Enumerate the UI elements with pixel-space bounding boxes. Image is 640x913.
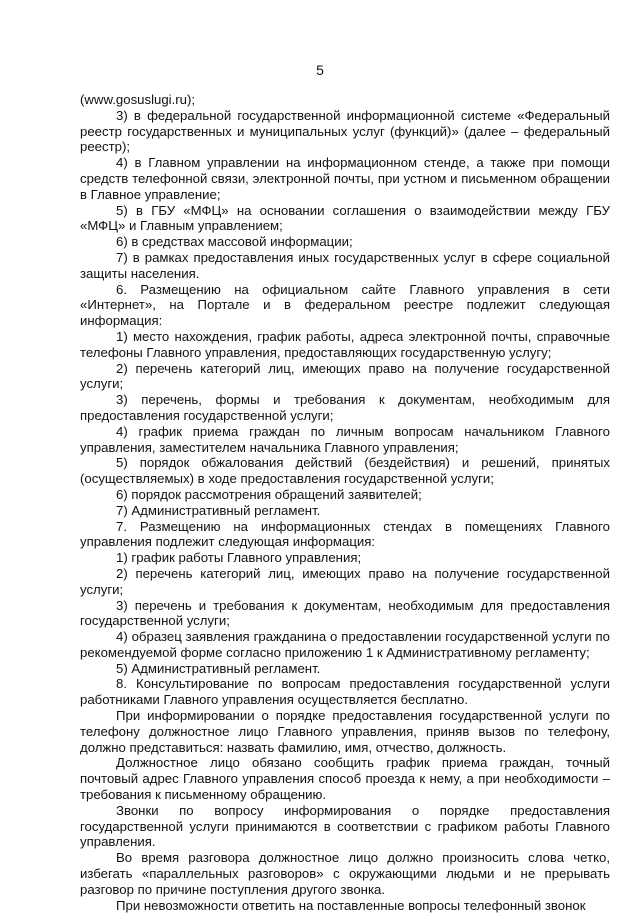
- paragraph: 4) в Главном управлении на информационном стенде, а также при помощи средств телефонной связи, электронной почты, при устном и письменном обращении в Главное управление;: [80, 155, 610, 202]
- paragraph: 3) в федеральной государственной информационной системе «Федеральный реестр государственных и муниципальных услуг (функций)» (далее – федеральный реестр);: [80, 107, 610, 155]
- paragraph: 3) перечень и требования к документам, необходимым для предоставления государственной услуги;: [80, 597, 610, 629]
- paragraph: При невозможности ответить на поставленные вопросы телефонный звонок: [116, 897, 586, 913]
- paragraph: 2) перечень категорий лиц, имеющих право на получение государственной услуги;: [80, 565, 610, 597]
- document-body: [80, 92, 610, 913]
- paragraph: 7. Размещению на информационных стендах в помещениях Главного управления подлежит следующая информация:: [80, 518, 610, 550]
- paragraph: 4) образец заявления гражданина о предоставлении государственной услуги по рекомендуемой форме согласно приложению 1 к Административному регламенту;: [80, 629, 610, 660]
- paragraph: Во время разговора должностное лицо должно произносить слова четко, избегать «параллельных разговоров» с окружающими людьми и не прерывать разговор по причине поступления другого звонка.: [80, 850, 610, 897]
- paragraph: 6. Размещению на официальном сайте Главного управления в сети «Интернет», на Портале и в федеральном реестре подлежит следующая информация:: [80, 281, 610, 329]
- paragraph: Должностное лицо обязано сообщить график приема граждан, точный почтовый адрес Главного управления способ проезда к нему, а при необходимости – требования к письменному обращению.: [80, 755, 610, 803]
- paragraph: (www.gosuslugi.ru);: [80, 92, 196, 107]
- paragraph: 2) перечень категорий лиц, имеющих право на получение государственной услуги;: [80, 360, 610, 392]
- paragraph: 7) Административный регламент.: [116, 502, 321, 518]
- paragraph: 1) график работы Главного управления;: [116, 550, 362, 566]
- paragraph: 8. Консультирование по вопросам предоставления государственной услуги работниками Главного управления осуществляется бесплатно.: [80, 676, 610, 708]
- paragraph: 6) в средствах массовой информации;: [116, 234, 353, 250]
- paragraph: 7) в рамках предоставления иных государственных услуг в сфере социальной защиты населения.: [80, 249, 610, 281]
- paragraph: 3) перечень, формы и требования к документам, необходимым для предоставления государственной услуги;: [80, 392, 610, 423]
- paragraph: Звонки по вопросу информирования о порядке предоставления государственной услуги принимаются в соответствии с графиком работы Главного управления.: [80, 802, 610, 850]
- page-number: 5: [316, 62, 324, 78]
- paragraph: 5) в ГБУ «МФЦ» на основании соглашения о взаимодействии между ГБУ «МФЦ» и Главным управлением;: [80, 202, 610, 234]
- paragraph: При информировании о порядке предоставления государственной услуги по телефону должностное лицо Главного управления, приняв вызов по телефону, должно представиться: назвать фамилию, имя, отчество, должность.: [80, 708, 610, 755]
- paragraph: 6) порядок рассмотрения обращений заявителей;: [116, 486, 422, 502]
- paragraph: 1) место нахождения, график работы, адреса электронной почты, справочные телефоны Главного управления, предоставляющих государственную услугу;: [80, 328, 610, 360]
- paragraph: 4) график приема граждан по личным вопросам начальником Главного управления, заместителем начальника Главного управления;: [80, 423, 610, 455]
- paragraph: 5) Административный регламент.: [116, 660, 321, 676]
- paragraph: 5) порядок обжалования действий (бездействия) и решений, принятых (осуществляемых) в ходе предоставления государственной услуги;: [80, 455, 610, 487]
